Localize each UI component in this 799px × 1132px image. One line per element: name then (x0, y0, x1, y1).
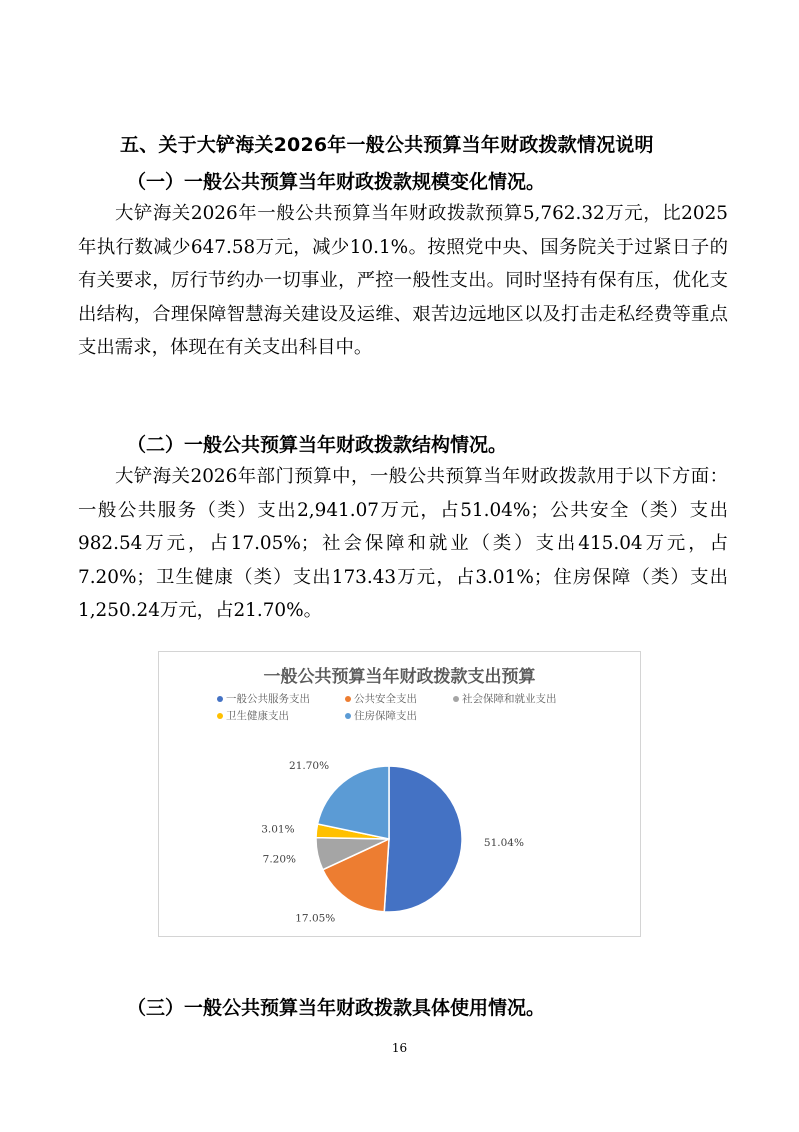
legend-label-2: 社会保障和就业支出 (462, 693, 557, 705)
legend-label-0: 一般公共服务支出 (226, 693, 310, 705)
pie-label-1: 17.05% (295, 912, 336, 925)
legend-label-3: 卫生健康支出 (226, 710, 289, 722)
subsection-1-heading: （一）一般公共预算当年财政拨款规模变化情况。 (127, 171, 546, 193)
section-heading: 五、关于大铲海关2026年一般公共预算当年财政拨款情况说明 (120, 134, 654, 156)
pie-label-4: 21.70% (289, 760, 330, 773)
subsection-2-paragraph: 大铲海关2026年部门预算中，一般公共预算当年财政拨款用于以下方面：一般公共服务（类）支出2,941.07万元，占51.04%；公共安全（类）支出982.54万元，占17.05%；社会保障和就业（类）支出415.04万元，占7.20%；卫生健康（类）支出173.43万元，占3.01%；住房保障（类）支出1,250.24万元，占21.70%。 (78, 466, 728, 621)
pie-slice-0 (384, 766, 462, 912)
subsection-3-heading: （三）一般公共预算当年财政拨款具体使用情况。 (127, 997, 546, 1019)
legend-label-4: 住房保障支出 (354, 710, 417, 722)
pie-label-3: 3.01% (261, 823, 295, 836)
pie-label-0: 51.04% (483, 837, 524, 850)
subsection-1-paragraph: 大铲海关2026年一般公共预算当年财政拨款预算5,762.32万元，比2025年执行数减少647.58万元，减少10.1%。按照党中央、国务院关于过紧日子的有关要求，厉行节约办一切事业，严控一般性支出。同时坚持有保有压，优化支出结构，合理保障智慧海关建设及运维、艰苦边远地区以及打击走私经费等重点支出需求，体现在有关支出科目中。 (78, 203, 728, 358)
chart-title: 一般公共预算当年财政拨款支出预算 (263, 667, 536, 687)
legend-label-1: 公共安全支出 (354, 693, 417, 705)
page-number: 16 (391, 1041, 408, 1055)
subsection-2-heading: （二）一般公共预算当年财政拨款结构情况。 (127, 434, 508, 456)
pie-svg (159, 652, 640, 936)
pie-label-2: 7.20% (262, 853, 296, 866)
pie-chart (158, 651, 641, 937)
